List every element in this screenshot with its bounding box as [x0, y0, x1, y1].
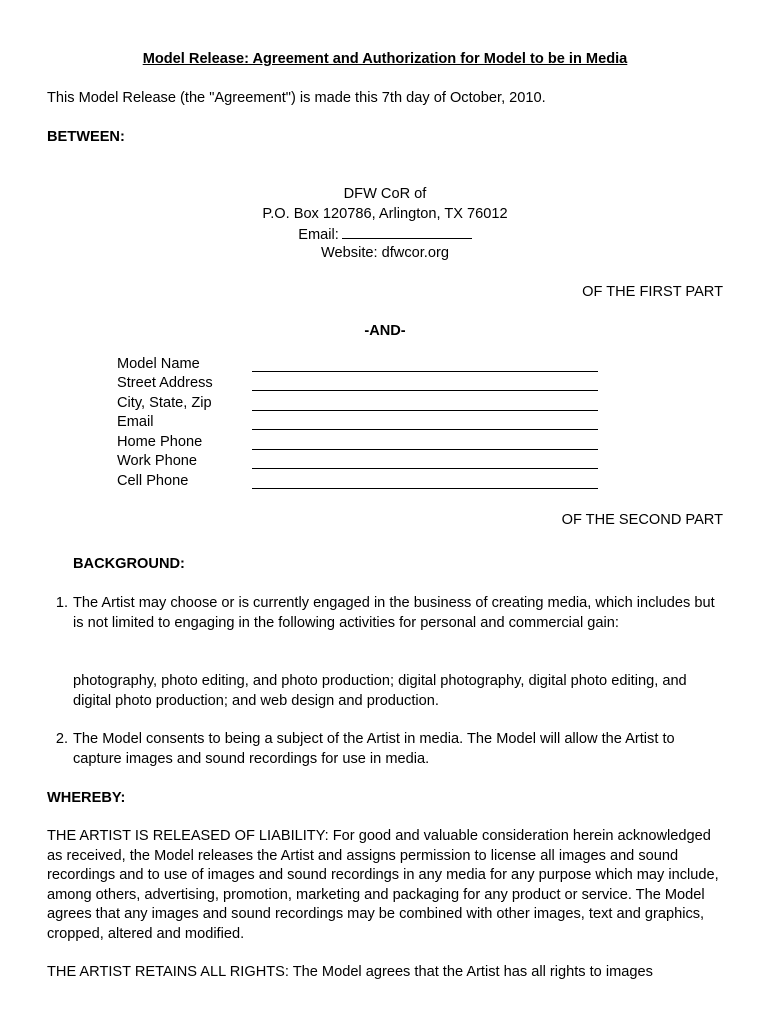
- between-heading: BETWEEN:: [47, 129, 125, 145]
- document-title: [0, 50, 770, 70]
- intro-text: This Model Release (the "Agreement") is made this 7th day of October, 2010.: [47, 90, 546, 106]
- model-field-label: Model Name: [117, 355, 200, 372]
- email-field[interactable]: [252, 415, 598, 430]
- first-party-email-blank[interactable]: [342, 224, 472, 239]
- model-field-label: Cell Phone: [117, 472, 189, 489]
- model-field-row: [117, 394, 598, 414]
- and-separator: -AND-: [364, 323, 406, 339]
- rights-paragraph: THE ARTIST RETAINS ALL RIGHTS: The Model agrees that the Artist has all rights to images: [47, 964, 653, 980]
- first-party-email-label: Email:: [298, 227, 339, 244]
- city-state-zip-field[interactable]: [252, 396, 598, 411]
- list-number-text: 1.: [55, 595, 68, 611]
- home-phone-field[interactable]: [252, 435, 598, 450]
- model-field-row: [117, 355, 598, 375]
- model-field-row: [117, 472, 598, 492]
- liability-paragraph: THE ARTIST IS RELEASED OF LIABILITY: For good and valuable consideration herein acknowledged as received, the Model releases the Artist and assigns permission to license all images and sound recordings and to use of images and sound recordings in any media for any purpose which may include, among others, advertising, promotion, marketing and packaging for any product or service. The Model agrees that any images and sound recordings may be combined with other images, text and graphics, cropped, altered and modified.: [47, 828, 719, 942]
- first-part-label: OF THE FIRST PART: [582, 284, 723, 300]
- model-field-label: Home Phone: [117, 433, 203, 450]
- list-item-text: The Model consents to being a subject of the Artist in media. The Model will allow the Artist to capture images and sound recordings for use in media.: [73, 731, 675, 767]
- background-item: [47, 730, 723, 769]
- first-party-block: [0, 185, 770, 263]
- model-field-row: [117, 453, 598, 473]
- model-field-row: [117, 433, 598, 453]
- street-address-field[interactable]: [252, 376, 598, 391]
- model-field-label: Work Phone: [117, 453, 198, 470]
- first-party-name: DFW CoR of: [343, 186, 427, 202]
- model-fields-block: [117, 355, 598, 492]
- list-number: [47, 594, 73, 633]
- first-party-website: Website: dfwcor.org: [321, 244, 449, 261]
- model-field-label: City, State, Zip: [117, 394, 212, 411]
- list-number-text: 2.: [55, 731, 68, 747]
- model-field-row: [117, 414, 598, 434]
- model-field-row: [117, 375, 598, 395]
- first-party-email: [0, 224, 770, 244]
- list-item-text: The Artist may choose or is currently engaged in the business of creating media, which includes but is not limited to engaging in the following activities for personal and commercial gain:: [73, 595, 715, 631]
- cell-phone-field[interactable]: [252, 474, 598, 489]
- model-field-label: Email: [117, 414, 154, 431]
- background-item: [47, 594, 723, 633]
- model-name-field[interactable]: [252, 357, 598, 372]
- list-number: [47, 730, 73, 769]
- first-party-address: P.O. Box 120786, Arlington, TX 76012: [262, 205, 508, 222]
- second-part-label: OF THE SECOND PART: [561, 512, 723, 528]
- work-phone-field[interactable]: [252, 454, 598, 469]
- activities-text: photography, photo editing, and photo production; digital photography, digital photo editing, and digital photo production; and web design and production.: [73, 673, 687, 709]
- model-field-label: Street Address: [117, 375, 213, 392]
- document-title-text: Model Release: Agreement and Authorization for Model to be in Media: [142, 51, 628, 67]
- background-heading: BACKGROUND:: [73, 556, 185, 572]
- whereby-heading: WHEREBY:: [47, 790, 126, 806]
